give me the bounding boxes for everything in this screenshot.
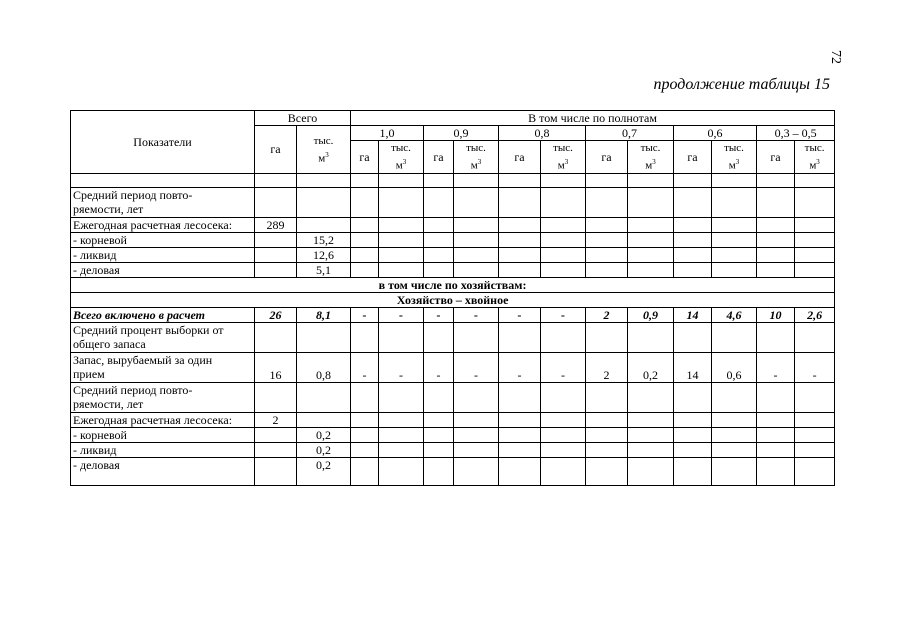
cell	[255, 382, 297, 412]
unit-cube: 3	[652, 158, 656, 166]
row-label: Ежегодная расчетная лесосека:	[71, 412, 255, 427]
cell	[674, 262, 712, 277]
table-row	[71, 247, 835, 262]
cell	[351, 247, 379, 262]
cell	[379, 412, 424, 427]
table-row	[71, 307, 835, 322]
cell	[454, 217, 499, 232]
cell	[712, 427, 757, 442]
cell	[712, 232, 757, 247]
cell	[379, 247, 424, 262]
unit-m: м	[557, 159, 565, 172]
cell	[424, 412, 454, 427]
cell	[541, 217, 586, 232]
cell	[541, 322, 586, 352]
cell	[297, 382, 351, 412]
cell	[586, 217, 628, 232]
cell	[757, 442, 795, 457]
section-farms: в том числе по хозяйствам:	[71, 277, 835, 292]
header-density-3: 0,7	[586, 126, 674, 141]
cell	[379, 187, 424, 217]
cell: 0,2	[628, 352, 674, 382]
cell: 2	[586, 352, 628, 382]
cell: 12,6	[297, 247, 351, 262]
header-ha-2: га	[499, 141, 541, 174]
cell	[351, 187, 379, 217]
cell	[379, 457, 424, 485]
cell: 0,2	[297, 427, 351, 442]
row-label: - корневой	[71, 232, 255, 247]
row-label: Средний период повто- ряемости, лет	[71, 187, 255, 217]
cell: 2,6	[795, 307, 835, 322]
cell	[628, 187, 674, 217]
header-thous-m3-1	[454, 141, 499, 174]
row-label: - деловая	[71, 457, 255, 485]
cell	[586, 427, 628, 442]
cell	[454, 412, 499, 427]
unit-cube: 3	[564, 158, 569, 166]
cell: 289	[255, 217, 297, 232]
cell	[255, 247, 297, 262]
table-row	[71, 352, 835, 382]
cell	[757, 232, 795, 247]
cell	[628, 442, 674, 457]
unit-m: м	[645, 159, 653, 172]
cell	[586, 382, 628, 412]
cell	[351, 457, 379, 485]
cell	[379, 217, 424, 232]
cell	[351, 262, 379, 277]
cell	[712, 217, 757, 232]
table-row	[71, 457, 835, 485]
unit-cube: 3	[402, 158, 407, 166]
cell: 2	[255, 412, 297, 427]
cell	[351, 232, 379, 247]
cell	[424, 442, 454, 457]
header-ha-5: га	[757, 141, 795, 174]
cell	[795, 457, 835, 485]
header-density-0: 1,0	[351, 126, 424, 141]
cell	[454, 382, 499, 412]
unit-cube: 3	[325, 150, 329, 159]
spacer-row	[71, 173, 835, 187]
cell	[795, 427, 835, 442]
cell: -	[454, 307, 499, 322]
cell	[541, 187, 586, 217]
header-density-2: 0,8	[499, 126, 586, 141]
cell: -	[795, 352, 835, 382]
unit-thous: тыс.	[466, 142, 486, 154]
cell: 15,2	[297, 232, 351, 247]
cell	[297, 187, 351, 217]
cell: -	[757, 352, 795, 382]
cell	[255, 232, 297, 247]
header-ha-4: га	[674, 141, 712, 174]
table-caption: продолжение таблицы 15	[653, 76, 830, 93]
cell	[351, 427, 379, 442]
table-row	[71, 262, 835, 277]
unit-m: м	[395, 159, 403, 172]
cell	[712, 442, 757, 457]
cell: 0,8	[297, 352, 351, 382]
header-thous-m3-4	[712, 141, 757, 174]
header-total-ha: га	[255, 126, 297, 174]
cell	[255, 442, 297, 457]
cell	[541, 232, 586, 247]
header-total-thous-m3	[297, 126, 351, 174]
cell: -	[379, 352, 424, 382]
cell	[586, 412, 628, 427]
header-indicators: Показатели	[71, 111, 255, 174]
table-row	[71, 232, 835, 247]
cell	[628, 457, 674, 485]
cell	[628, 412, 674, 427]
page-number: 72	[828, 50, 843, 64]
cell	[712, 322, 757, 352]
cell	[541, 382, 586, 412]
cell	[757, 247, 795, 262]
cell: 4,6	[712, 307, 757, 322]
cell: 2	[586, 307, 628, 322]
cell	[674, 457, 712, 485]
cell	[674, 382, 712, 412]
cell	[586, 232, 628, 247]
cell	[499, 442, 541, 457]
cell	[628, 247, 674, 262]
cell	[424, 187, 454, 217]
cell	[586, 262, 628, 277]
cell	[499, 457, 541, 485]
header-thous-m3-3	[628, 141, 674, 174]
cell	[586, 322, 628, 352]
unit-thous: тыс.	[804, 142, 825, 154]
row-label: - ликвид	[71, 247, 255, 262]
cell	[795, 217, 835, 232]
table-row	[71, 427, 835, 442]
cell	[586, 187, 628, 217]
cell	[424, 247, 454, 262]
cell	[795, 232, 835, 247]
cell	[499, 427, 541, 442]
cell	[499, 217, 541, 232]
cell	[424, 457, 454, 485]
cell	[454, 457, 499, 485]
header-ha-0: га	[351, 141, 379, 174]
cell	[674, 247, 712, 262]
cell	[712, 412, 757, 427]
cell	[674, 412, 712, 427]
cell: -	[351, 307, 379, 322]
cell: -	[454, 352, 499, 382]
cell: -	[541, 307, 586, 322]
data-table	[70, 110, 835, 486]
cell: -	[351, 352, 379, 382]
cell	[628, 382, 674, 412]
cell	[351, 382, 379, 412]
cell	[297, 412, 351, 427]
cell	[795, 412, 835, 427]
cell	[586, 247, 628, 262]
unit-cube: 3	[735, 158, 740, 166]
cell	[255, 457, 297, 485]
cell	[795, 247, 835, 262]
row-label: Средний период повто- ряемости, лет	[71, 382, 255, 412]
cell	[541, 412, 586, 427]
cell	[757, 187, 795, 217]
table-row	[71, 412, 835, 427]
cell	[499, 262, 541, 277]
cell: -	[499, 352, 541, 382]
cell	[255, 322, 297, 352]
cell	[499, 412, 541, 427]
cell	[255, 262, 297, 277]
unit-thous: тыс.	[391, 142, 411, 154]
cell	[379, 232, 424, 247]
cell	[424, 217, 454, 232]
cell: 14	[674, 352, 712, 382]
header-ha-3: га	[586, 141, 628, 174]
cell	[757, 217, 795, 232]
cell	[628, 217, 674, 232]
cell	[795, 442, 835, 457]
section-farms-row	[71, 277, 835, 292]
cell: -	[379, 307, 424, 322]
cell: 26	[255, 307, 297, 322]
section-conifer-row	[71, 292, 835, 307]
header-thous-m3-5	[795, 141, 835, 174]
cell	[628, 322, 674, 352]
cell	[541, 427, 586, 442]
cell: 8,1	[297, 307, 351, 322]
cell	[541, 247, 586, 262]
cell	[586, 457, 628, 485]
cell	[757, 457, 795, 485]
cell	[351, 412, 379, 427]
row-label: Ежегодная расчетная лесосека:	[71, 217, 255, 232]
cell	[379, 442, 424, 457]
cell	[379, 322, 424, 352]
cell	[712, 247, 757, 262]
cell	[795, 187, 835, 217]
cell	[351, 442, 379, 457]
cell: -	[424, 352, 454, 382]
row-label: Средний процент выборки от общего запаса	[71, 322, 255, 352]
unit-m: м	[470, 159, 478, 172]
header-including: В том числе по полнотам	[351, 111, 835, 126]
cell	[757, 262, 795, 277]
cell	[541, 457, 586, 485]
unit-thous: тыс.	[553, 142, 573, 154]
table-row	[71, 382, 835, 412]
cell	[499, 187, 541, 217]
cell	[628, 427, 674, 442]
cell	[454, 442, 499, 457]
row-label: - ликвид	[71, 442, 255, 457]
cell	[586, 442, 628, 457]
cell	[795, 382, 835, 412]
header-total: Всего	[255, 111, 351, 126]
cell: 0,9	[628, 307, 674, 322]
cell	[499, 382, 541, 412]
cell	[297, 217, 351, 232]
cell	[379, 382, 424, 412]
cell	[628, 232, 674, 247]
cell	[499, 247, 541, 262]
unit-cube: 3	[477, 158, 482, 166]
cell: -	[499, 307, 541, 322]
cell	[351, 217, 379, 232]
table-row	[71, 322, 835, 352]
header-density-5: 0,3 – 0,5	[757, 126, 835, 141]
table-row	[71, 442, 835, 457]
cell	[499, 232, 541, 247]
cell: 0,6	[712, 352, 757, 382]
cell	[674, 427, 712, 442]
cell: 16	[255, 352, 297, 382]
cell	[628, 262, 674, 277]
cell	[674, 322, 712, 352]
header-ha-1: га	[424, 141, 454, 174]
cell	[757, 412, 795, 427]
cell	[454, 427, 499, 442]
cell	[424, 427, 454, 442]
cell	[541, 442, 586, 457]
cell	[541, 262, 586, 277]
cell	[757, 322, 795, 352]
unit-cube: 3	[816, 158, 820, 166]
cell	[424, 262, 454, 277]
unit-m: м	[318, 152, 326, 165]
cell	[712, 382, 757, 412]
cell	[255, 187, 297, 217]
cell	[757, 382, 795, 412]
cell	[499, 322, 541, 352]
header-density-1: 0,9	[424, 126, 499, 141]
cell	[795, 262, 835, 277]
cell: 5,1	[297, 262, 351, 277]
cell	[795, 322, 835, 352]
unit-m: м	[728, 159, 736, 172]
table-row	[71, 217, 835, 232]
cell: 14	[674, 307, 712, 322]
table-row	[71, 187, 835, 217]
cell	[351, 322, 379, 352]
cell	[757, 427, 795, 442]
cell	[424, 382, 454, 412]
cell: 10	[757, 307, 795, 322]
unit-thous: тыс.	[313, 134, 334, 147]
cell	[424, 232, 454, 247]
cell	[454, 187, 499, 217]
row-label: - корневой	[71, 427, 255, 442]
cell: -	[541, 352, 586, 382]
cell: 0,2	[297, 442, 351, 457]
cell	[454, 322, 499, 352]
cell	[424, 322, 454, 352]
header-thous-m3-2	[541, 141, 586, 174]
cell	[712, 457, 757, 485]
cell	[454, 262, 499, 277]
row-label: Всего включено в расчет	[71, 307, 255, 322]
cell	[454, 247, 499, 262]
header-density-4: 0,6	[674, 126, 757, 141]
unit-thous: тыс.	[640, 142, 661, 154]
cell	[674, 232, 712, 247]
cell	[674, 442, 712, 457]
unit-thous: тыс.	[724, 142, 744, 154]
header-thous-m3-0	[379, 141, 424, 174]
cell: 0,2	[297, 457, 351, 485]
cell	[297, 322, 351, 352]
cell: -	[424, 307, 454, 322]
cell	[255, 427, 297, 442]
cell	[674, 187, 712, 217]
cell	[454, 232, 499, 247]
row-label: - деловая	[71, 262, 255, 277]
cell	[379, 427, 424, 442]
unit-m: м	[809, 159, 817, 172]
cell	[712, 187, 757, 217]
cell	[712, 262, 757, 277]
cell	[674, 217, 712, 232]
cell	[379, 262, 424, 277]
section-conifer: Хозяйство – хвойное	[71, 292, 835, 307]
row-label: Запас, вырубаемый за один прием	[71, 352, 255, 382]
